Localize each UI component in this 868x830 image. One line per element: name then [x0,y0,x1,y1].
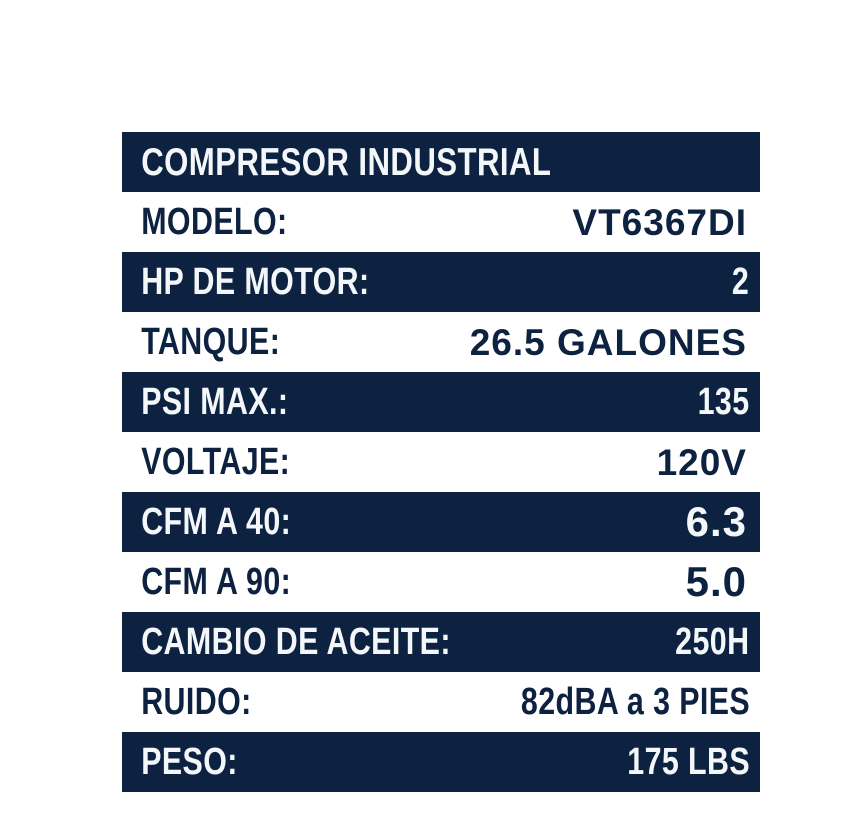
spec-value: 250H [675,621,750,663]
spec-row-cfm-a-90 [122,552,760,612]
spec-value: 6.3 [685,498,747,545]
spec-label: CFM A 90: [141,561,292,603]
spec-label: PESO: [141,741,238,783]
spec-value: 5.0 [685,558,747,605]
spec-row-cfm-a-40 [122,492,760,552]
spec-row-tanque [122,312,760,372]
spec-row-ruido [122,672,760,732]
table-title: COMPRESOR INDUSTRIAL [141,140,552,184]
spec-label: MODELO: [141,201,288,243]
spec-label: VOLTAJE: [141,441,291,483]
spec-row-peso [122,732,760,792]
spec-value: 82dBA a 3 PIES [520,681,750,723]
spec-value: 2 [732,261,750,303]
spec-value: 175 LBS [626,741,750,783]
spec-row-modelo [122,192,760,252]
spec-label: CAMBIO DE ACEITE: [141,621,451,663]
spec-label: CFM A 40: [141,501,292,543]
spec-row-hp-de-motor [122,252,760,312]
spec-table-header [122,132,760,192]
spec-label: HP DE MOTOR: [141,261,370,303]
spec-label: RUIDO: [141,681,252,723]
spec-value: 120V [656,441,747,483]
spec-value: VT6367DI [572,201,747,243]
spec-row-psi-max [122,372,760,432]
spec-label: TANQUE: [141,321,281,363]
spec-row-cambio-de-aceite [122,612,760,672]
spec-table [122,132,760,792]
spec-row-voltaje [122,432,760,492]
spec-label: PSI MAX.: [141,381,289,423]
spec-value: 135 [697,381,750,423]
spec-value: 26.5 GALONES [469,321,747,363]
